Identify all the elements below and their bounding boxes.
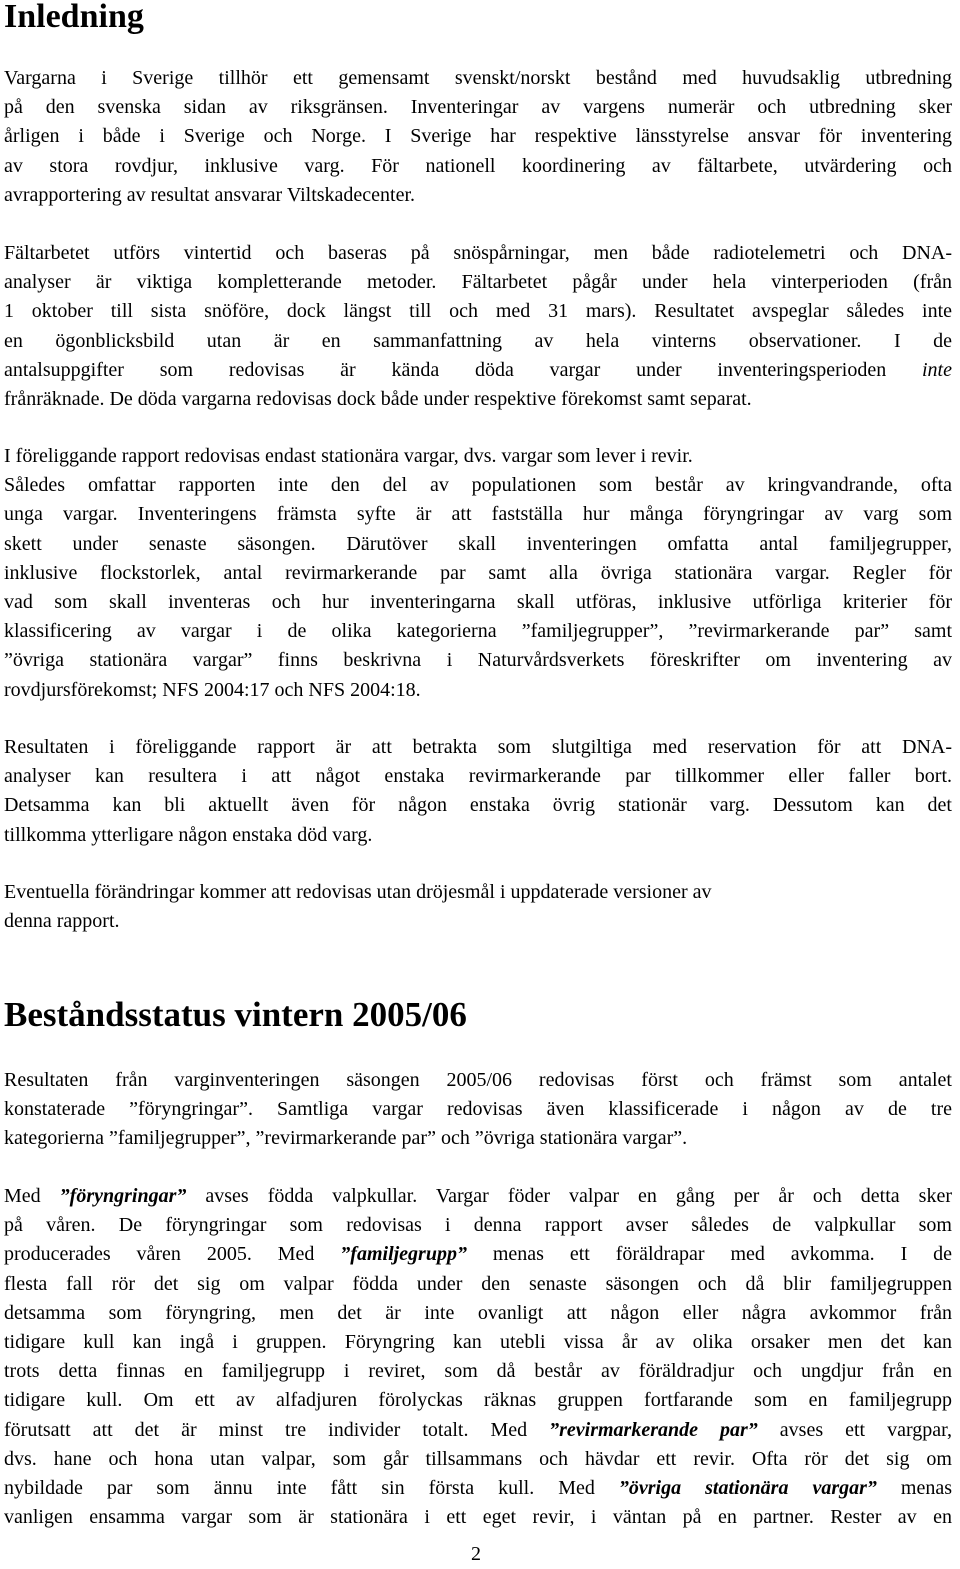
- text-run: menas: [876, 1477, 952, 1500]
- text-line: på den svenska sidan av riksgränsen. Inventeringar av vargens numerär och utbredning sker: [4, 96, 952, 119]
- paragraph-4: [4, 733, 952, 850]
- text-line: [4, 1416, 952, 1445]
- text-line: en ögonblicksbild utan är en sammanfattning av hela vinterns observationer. I de: [4, 329, 952, 352]
- text-line: av stora rovdjur, inklusive varg. För nationell koordinering av fältarbete, utvärdering och: [4, 154, 952, 177]
- text-run: menas ett föräldrapar med avkomma. I de: [466, 1243, 953, 1266]
- italic-word: inte: [922, 358, 952, 381]
- text-line: 1 oktober till sista snöföre, dock längst till och med 31 mars). Resultatet avspeglar således inte: [4, 300, 952, 323]
- text-line: Således omfattar rapporten inte den del av populationen som består av kringvandrande, ofta: [4, 474, 952, 497]
- paragraph-1: [4, 64, 952, 210]
- heading-bestandsstatus: Beståndsstatus vintern 2005/06: [4, 995, 467, 1034]
- text-line: konstaterade ”föryngringar”. Samtliga vargar redovisas även klassificerade i någon av de tre: [4, 1098, 952, 1121]
- term-ovriga-stationara-vargar: ”övriga stationära vargar”: [618, 1477, 877, 1500]
- term-foryngringar: ”föryngringar”: [59, 1185, 187, 1207]
- text-line: rovdjursförekomst; NFS 2004:17 och NFS 2004:18.: [4, 678, 421, 701]
- text-line: flesta fall rör det sig om valpar födda under den senaste säsongen och då blir familjegruppen: [4, 1272, 952, 1295]
- text-line: tidigare kull. Om ett av alfadjuren förolyckas räknas gruppen fortfarande som en familjegrupp: [4, 1389, 952, 1412]
- text-line: dvs. hane och hona utan valpar, som går tillsammans och hävdar ett revir. Ofta rör det sig om: [4, 1447, 952, 1470]
- text-line: analyser är viktiga kompletterande metoder. Fältarbetet pågår under hela vinterperioden (från: [4, 271, 952, 294]
- text-run: producerades våren 2005. Med: [4, 1243, 341, 1266]
- text-line: I föreliggande rapport redovisas endast stationära vargar, dvs. vargar som lever i revir.: [4, 445, 693, 467]
- text-line: årligen i både i Sverige och Norge. I Sverige har respektive länsstyrelse ansvar för inventering: [4, 125, 952, 148]
- text-line: på våren. De föryngringar som redovisas i denna rapport avser således de valpkullar som: [4, 1214, 952, 1237]
- text-run: avses födda valpkullar. Vargar föder valpar en gång per år och detta sker: [186, 1185, 952, 1207]
- paragraph-3: [4, 442, 952, 705]
- text-run: avses ett vargpar,: [757, 1418, 952, 1441]
- text-line: [4, 356, 952, 385]
- term-revirmarkerande-par: ”revirmarkerande par”: [549, 1418, 758, 1441]
- text-run: nybildade par som ännu inte fått sin första kull. Med: [4, 1477, 619, 1500]
- text-run: Med: [4, 1185, 60, 1207]
- text-line: tidigare kull kan ingå i gruppen. Föryngring kan utebli vissa år av olika orsaker men det kan: [4, 1331, 952, 1354]
- text-line: denna rapport.: [4, 910, 120, 933]
- text-line: avrapportering av resultat ansvarar Viltskadecenter.: [4, 183, 416, 206]
- text-run: förutsatt att det är minst tre individer totalt. Med: [4, 1418, 550, 1441]
- text-line: Vargarna i Sverige tillhör ett gemensamt svenskt/norskt bestånd med huvudsaklig utbredning: [4, 67, 952, 89]
- paragraph-6: [4, 1066, 952, 1154]
- text-line: vanligen ensamma vargar som är stationära i ett eget revir, i väntan på en partner. Rester av en: [4, 1506, 952, 1529]
- text-line: unga vargar. Inventeringens främsta syfte är att fastställa hur många föryngringar av varg som: [4, 503, 952, 526]
- text-line: frånräknade. De döda vargarna redovisas dock både under respektive förekomst samt separat.: [4, 388, 752, 411]
- text-line: vad som skall inventeras och hur inventeringarna skall utföras, inklusive utförliga kriterier för: [4, 591, 952, 614]
- paragraph-7: [4, 1182, 952, 1532]
- text-line: [4, 1240, 952, 1269]
- text-line: Eventuella förändringar kommer att redovisas utan dröjesmål i uppdaterade versioner av: [4, 881, 712, 903]
- text-line: detsamma som föryngring, men det är inte ovanligt att någon eller några avkommor från: [4, 1301, 952, 1324]
- text-line: Resultaten i föreliggande rapport är att betrakta som slutgiltiga med reservation för att DNA-: [4, 736, 952, 758]
- text-run: antalsuppgifter som redovisas är kända döda vargar under inventeringsperioden: [4, 358, 922, 381]
- text-line: kategorierna ”familjegrupper”, ”revirmarkerande par” och ”övriga stationära vargar”.: [4, 1127, 688, 1150]
- text-line: Fältarbetet utförs vintertid och baseras på snöspårningar, men både radiotelemetri och DNA-: [4, 242, 952, 264]
- text-line: [4, 1182, 952, 1211]
- text-line: Resultaten från varginventeringen säsongen 2005/06 redovisas först och främst som antalet: [4, 1069, 952, 1091]
- paragraph-2: [4, 239, 952, 414]
- page-number: 2: [471, 1543, 481, 1565]
- heading-inledning: Inledning: [4, 0, 144, 35]
- text-line: Detsamma kan bli aktuellt även för någon enstaka övrig stationär varg. Dessutom kan det: [4, 794, 952, 817]
- text-line: analyser kan resultera i att något enstaka revirmarkerande par tillkommer eller faller bort.: [4, 765, 952, 788]
- text-line: tillkomma ytterligare någon enstaka död varg.: [4, 823, 373, 846]
- text-line: inklusive flockstorlek, antal revirmarkerande par samt alla övriga stationära vargar. Regler för: [4, 561, 952, 584]
- text-line: [4, 1474, 952, 1503]
- text-line: klassificering av vargar i de olika kategorierna ”familjegrupper”, ”revirmarkerande par” samt: [4, 620, 952, 643]
- term-familjegrupp: ”familjegrupp”: [340, 1243, 467, 1266]
- text-line: skett under senaste säsongen. Därutöver skall inventeringen omfatta antal familjegrupper,: [4, 532, 952, 555]
- text-line: trots detta finnas en familjegrupp i reviret, som då består av föräldradjur och ungdjur från en: [4, 1360, 952, 1383]
- paragraph-5: [4, 878, 952, 936]
- text-line: ”övriga stationära vargar” finns beskrivna i Naturvårdsverkets föreskrifter om inventering av: [4, 649, 952, 672]
